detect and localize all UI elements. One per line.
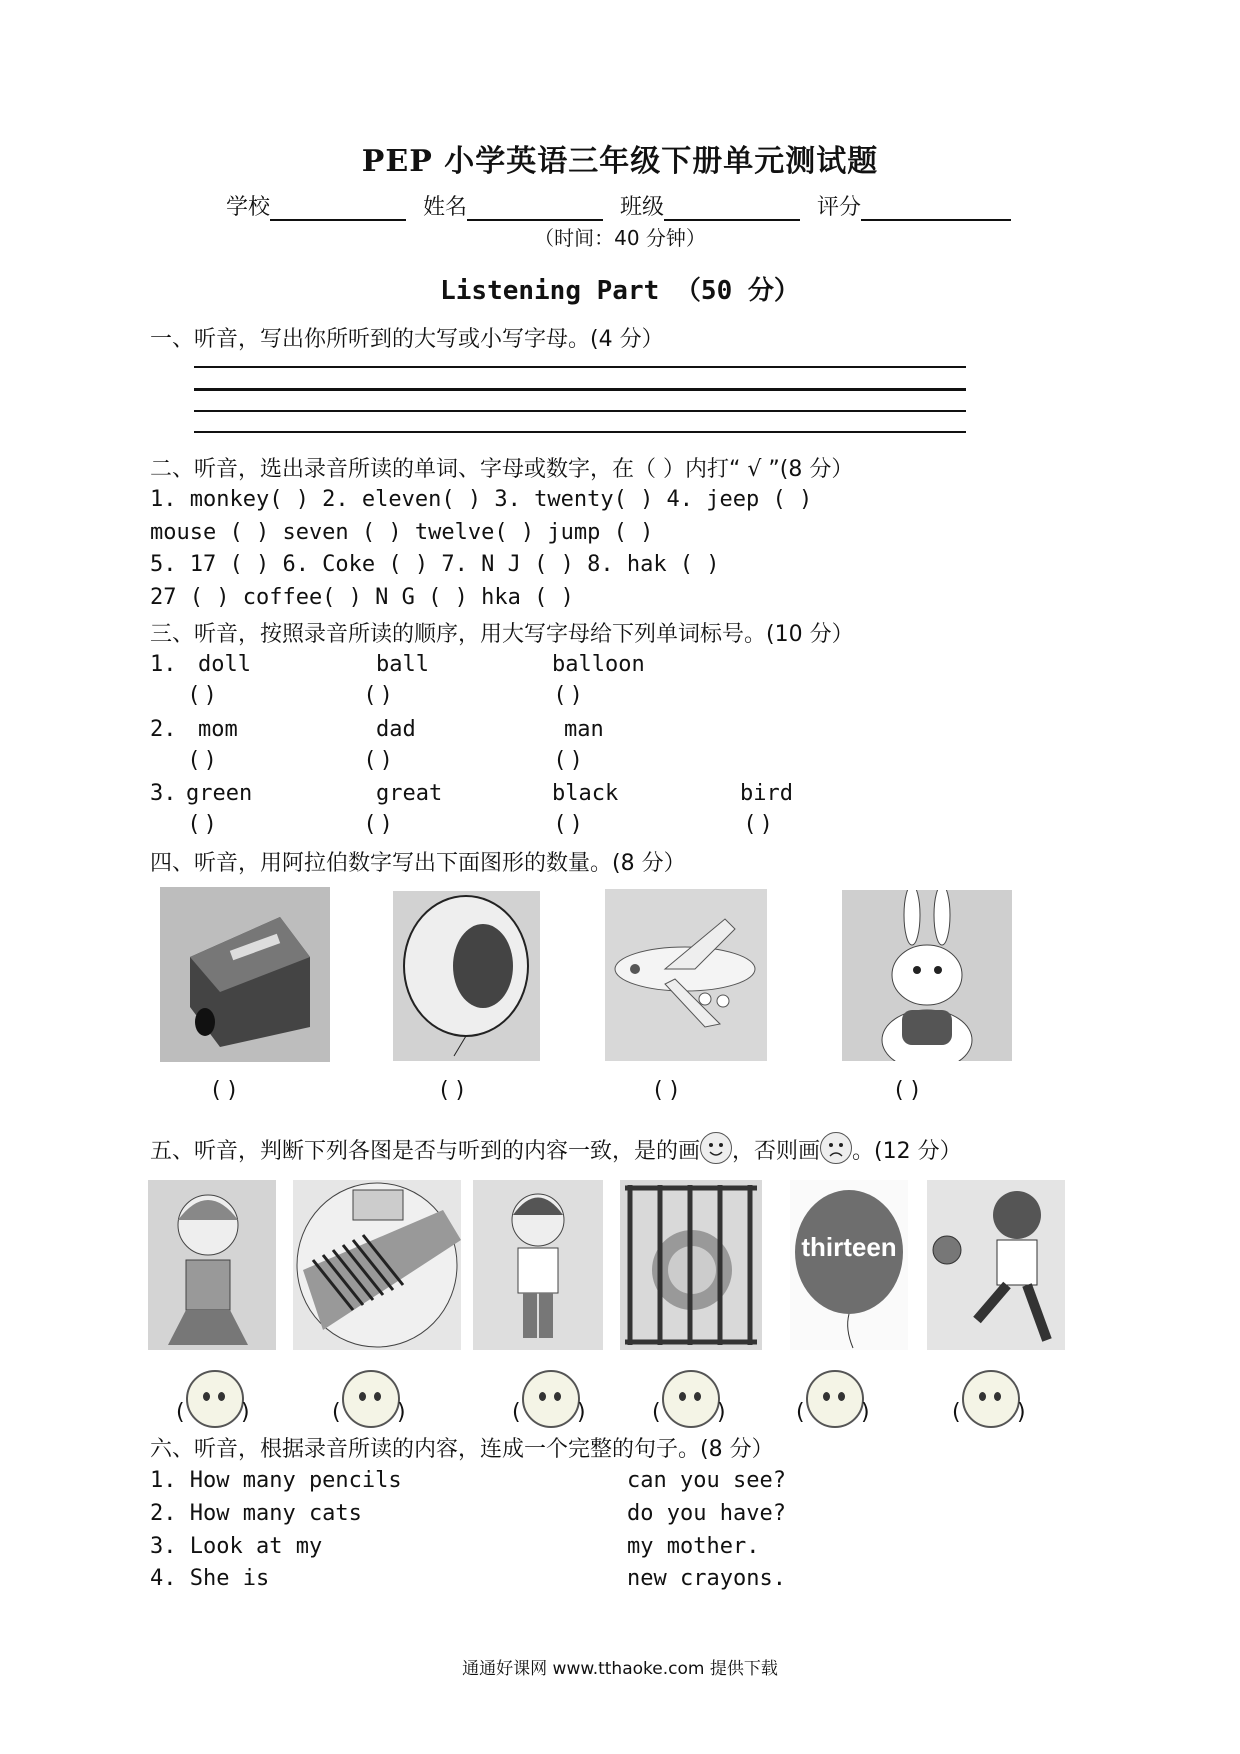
footer-text: 通通好课网 www.tthaoke.com 提供下载 (462, 1659, 778, 1679)
school-label: 学校 (226, 195, 271, 220)
s3-word: green (186, 781, 253, 806)
boy-kicking-ball-image (927, 1180, 1065, 1350)
blank-face-icon[interactable] (186, 1370, 244, 1428)
s6-right-item: my mother. (627, 1534, 760, 1559)
time-note: （时间：40 分钟） (534, 226, 706, 250)
s3-answer-paren[interactable]: ( ) (556, 812, 581, 837)
section-2-row-3: 5. 17 ( ) 6. Coke ( ) 7. N J ( ) 8. hak ( ) (150, 552, 720, 577)
name-field[interactable] (467, 195, 603, 221)
writing-line-2[interactable] (194, 388, 966, 391)
s6-left-item: 1. How many pencils (150, 1468, 402, 1493)
s4-answer-paren[interactable]: ( ) (440, 1078, 465, 1103)
s3-word: great (376, 781, 443, 806)
page-title: PEP 小学英语三年级下册单元测试题 (361, 144, 879, 179)
s3-word: balloon (552, 652, 645, 677)
s3-answer-paren[interactable]: ( ) (746, 812, 771, 837)
s3-answer-paren[interactable]: ( ) (366, 683, 391, 708)
s5-heading-a: 五、听音，判断下列各图是否与听到的内容一致，是的画 (150, 1139, 701, 1164)
s3-row-2-num: 2. (150, 717, 177, 742)
blank-face-icon[interactable] (522, 1370, 580, 1428)
pencils-on-desk-image (293, 1180, 461, 1350)
s3-answer-paren[interactable]: ( ) (556, 748, 581, 773)
s3-answer-paren[interactable]: ( ) (190, 683, 215, 708)
s3-answer-paren[interactable]: ( ) (556, 683, 581, 708)
airplane-image (605, 889, 767, 1061)
info-line (226, 190, 1011, 221)
part-title: Listening Part （50 分） (440, 276, 800, 306)
balloon-thirteen-image (790, 1180, 908, 1350)
s3-answer-paren[interactable]: ( ) (366, 812, 391, 837)
section-5-heading (150, 1132, 962, 1165)
s3-row-3-num: 3. (150, 781, 177, 806)
balloon-thirteen-text: thirteen (801, 1232, 897, 1262)
s3-answer-paren[interactable]: ( ) (366, 748, 391, 773)
s5-heading-c: 。(12 分） (852, 1139, 962, 1164)
frown-face-icon (820, 1132, 852, 1164)
blank-face-icon[interactable] (342, 1370, 400, 1428)
blank-face-icon[interactable] (662, 1370, 720, 1428)
s4-answer-paren[interactable]: ( ) (895, 1078, 920, 1103)
s3-word: dad (376, 717, 416, 742)
s6-left-item: 2. How many cats (150, 1501, 362, 1526)
s3-row-1-num: 1. (150, 652, 177, 677)
s4-answer-paren[interactable]: ( ) (654, 1078, 679, 1103)
s3-answer-paren[interactable]: ( ) (190, 748, 215, 773)
section-1-heading: 一、听音，写出你所听到的大写或小写字母。(4 分） (150, 327, 664, 352)
section-2-heading: 二、听音，选出录音所读的单词、字母或数字，在（ ）内打“ √ ”(8 分） (150, 457, 854, 482)
section-6-heading: 六、听音，根据录音所读的内容，连成一个完整的句子。(8 分） (150, 1437, 774, 1462)
s4-answer-paren[interactable]: ( ) (212, 1078, 237, 1103)
s5-paren-right: ) (1017, 1400, 1026, 1425)
s5-paren-right: ) (397, 1400, 406, 1425)
score-field[interactable] (861, 195, 1011, 221)
blank-face-icon[interactable] (962, 1370, 1020, 1428)
s6-left-item: 4. She is (150, 1566, 270, 1591)
girl-image (148, 1180, 276, 1350)
section-2-row-1: 1. monkey( ) 2. eleven( ) 3. twenty( ) 4. jeep ( ) (150, 487, 813, 512)
writing-line-1[interactable] (194, 366, 966, 368)
balloon-image (393, 891, 540, 1061)
writing-line-3[interactable] (194, 410, 966, 412)
s5-paren-right: ) (717, 1400, 726, 1425)
boy-image (473, 1180, 603, 1350)
s6-right-item: new crayons. (627, 1566, 786, 1591)
section-2-row-2: mouse ( ) seven ( ) twelve( ) jump ( ) (150, 520, 654, 545)
class-field[interactable] (664, 195, 800, 221)
s5-paren-left: ( (952, 1400, 961, 1425)
s5-heading-b: ，否则画 (732, 1139, 821, 1164)
pencil-sharpener-image (160, 887, 330, 1062)
s3-word: mom (198, 717, 238, 742)
s5-paren-right: ) (241, 1400, 250, 1425)
writing-line-4[interactable] (194, 431, 966, 433)
section-3-heading: 三、听音，按照录音所读的顺序，用大写字母给下列单词标号。(10 分） (150, 622, 854, 647)
s3-word: doll (198, 652, 251, 677)
s5-paren-left: ( (796, 1400, 805, 1425)
s5-paren-left: ( (332, 1400, 341, 1425)
s6-left-item: 3. Look at my (150, 1534, 323, 1559)
section-4-heading: 四、听音，用阿拉伯数字写出下面图形的数量。(8 分） (150, 851, 686, 876)
s3-word: bird (740, 781, 793, 806)
name-label: 姓名 (423, 195, 468, 220)
s6-right-item: can you see? (627, 1468, 786, 1493)
s3-word: man (564, 717, 604, 742)
s5-paren-left: ( (652, 1400, 661, 1425)
s5-paren-left: ( (176, 1400, 185, 1425)
section-2-row-4: 27 ( ) coffee( ) N G ( ) hka ( ) (150, 585, 574, 610)
s5-paren-right: ) (861, 1400, 870, 1425)
s5-paren-left: ( (512, 1400, 521, 1425)
lion-in-cage-image (620, 1180, 762, 1350)
s6-right-item: do you have? (627, 1501, 786, 1526)
smile-face-icon (700, 1132, 732, 1164)
s3-answer-paren[interactable]: ( ) (190, 812, 215, 837)
blank-face-icon[interactable] (806, 1370, 864, 1428)
s3-word: black (552, 781, 619, 806)
school-field[interactable] (270, 195, 406, 221)
s3-word: ball (376, 652, 429, 677)
s5-paren-right: ) (577, 1400, 586, 1425)
rabbit-image (842, 890, 1012, 1061)
score-label: 评分 (817, 195, 862, 220)
class-label: 班级 (620, 195, 665, 220)
